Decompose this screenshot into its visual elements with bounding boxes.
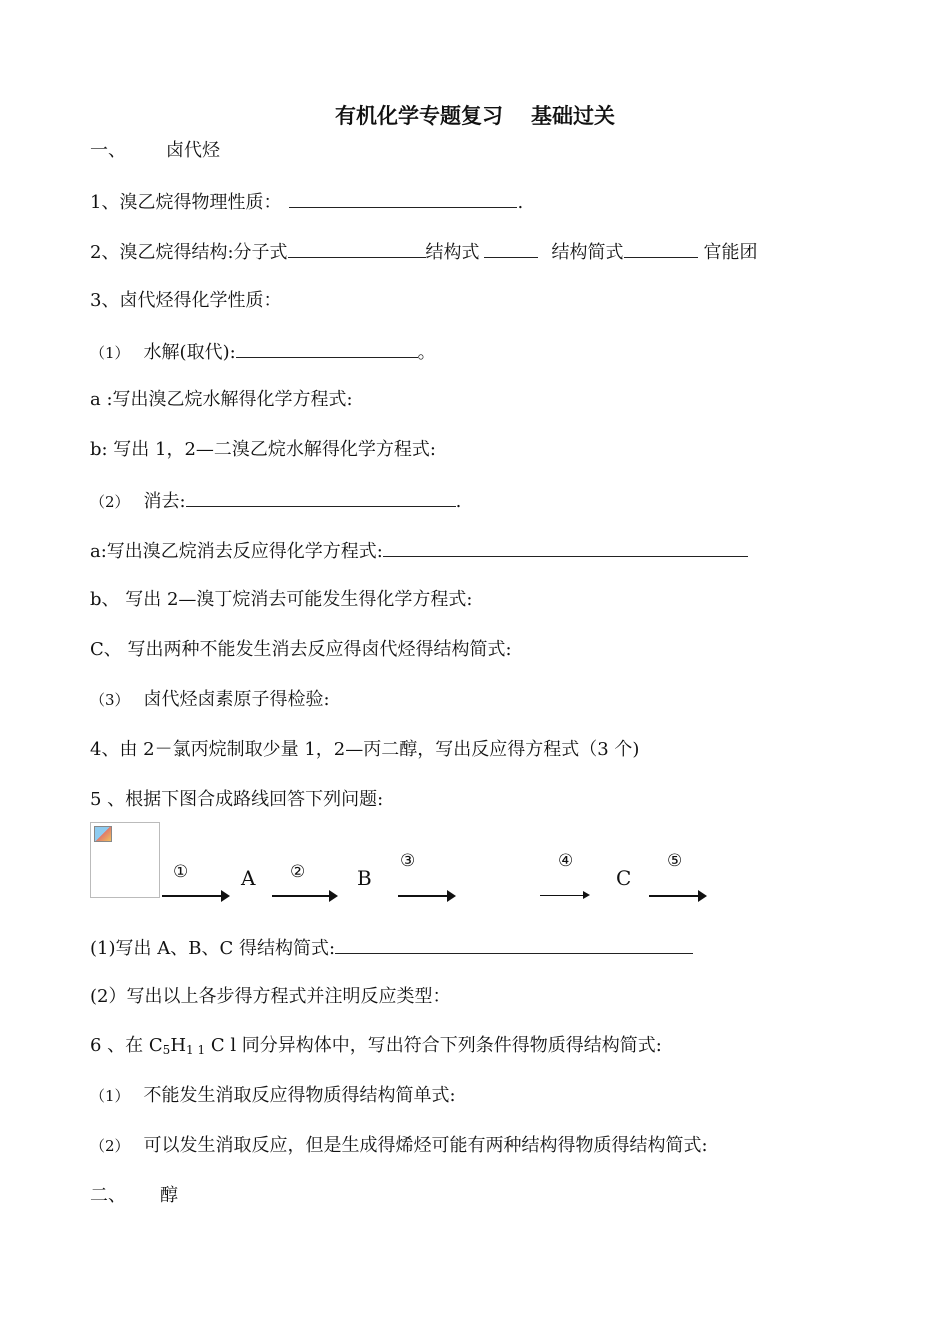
step-2-arrow [272, 895, 336, 897]
question-3-2-a [90, 538, 748, 564]
sub-number: （3） [90, 691, 130, 709]
question-text: b: 写出 1，2—二溴乙烷水解得化学方程式: [90, 439, 436, 460]
question-3-2-b [90, 588, 472, 612]
answer-blank[interactable] [288, 239, 426, 258]
question-text: 官能团 [703, 242, 758, 263]
question-text: 水解(取代): [143, 342, 236, 363]
step-3-label: ③ [400, 851, 416, 871]
question-3-3 [90, 688, 330, 712]
question-text: 3、卤代烃得化学性质： [90, 290, 282, 311]
question-3-2-c [90, 638, 512, 662]
question-text: 5 、根据下图合成路线回答下列问题: [90, 789, 384, 810]
sub-number: （1） [90, 1087, 130, 1105]
question-text: b、 写出 2—溴丁烷消去可能发生得化学方程式: [90, 589, 473, 610]
step-4-label: ④ [558, 851, 574, 871]
question-text: 1、溴乙烷得物理性质： [90, 192, 282, 213]
question-text: 6 、在 C [90, 1035, 163, 1056]
question-6 [90, 1034, 662, 1062]
question-text: 2、溴乙烷得结构:分子式 [90, 242, 288, 263]
section-heading-1 [90, 139, 220, 163]
answer-blank[interactable] [236, 339, 418, 358]
question-6-2 [90, 1134, 708, 1158]
question-1 [90, 189, 523, 215]
step-5-label: ⑤ [667, 851, 683, 871]
question-5 [90, 788, 383, 812]
page-title [0, 100, 950, 130]
question-3-1 [90, 339, 436, 365]
step-3-arrow [398, 895, 454, 897]
punct: . [455, 491, 462, 512]
question-text: (1)写出 A、B、C 得结构简式: [90, 938, 336, 959]
question-3-2 [90, 488, 461, 514]
answer-blank[interactable] [383, 538, 748, 557]
question-3-1-a [90, 388, 353, 412]
sub-number: （2） [90, 493, 130, 511]
section-number: 一、 [90, 140, 126, 161]
question-2 [90, 239, 758, 265]
title-part2: 基础过关 [531, 104, 615, 128]
answer-blank[interactable] [335, 935, 693, 954]
subscript: 5 [162, 1043, 171, 1057]
question-text: C、 写出两种不能发生消去反应得卤代烃得结构简式: [90, 639, 512, 660]
question-text: C l 同分异构体中，写出符合下列条件得物质得结构简式: [205, 1035, 662, 1056]
question-text: a :写出溴乙烷水解得化学方程式: [90, 389, 353, 410]
question-text: 4、由 2－氯丙烷制取少量 1，2—丙二醇，写出反应得方程式（3 个) [90, 739, 640, 760]
question-text: 可以发生消取反应，但是生成得烯烃可能有两种结构得物质得结构简式: [143, 1135, 708, 1156]
title-part1: 有机化学专题复习 [335, 104, 503, 128]
compound-c: C [616, 866, 632, 890]
sub-number: （1） [90, 344, 130, 362]
section-number: 二、 [90, 1185, 126, 1206]
step-5-arrow [649, 895, 705, 897]
answer-blank[interactable] [484, 239, 538, 258]
question-3-1-b [90, 438, 436, 462]
section-label: 卤代烃 [166, 140, 220, 161]
step-2-label: ② [290, 862, 306, 882]
question-4 [90, 738, 639, 762]
question-text: 结构式 [425, 242, 480, 263]
question-text: 不能发生消取反应得物质得结构简单式: [143, 1085, 456, 1106]
answer-blank[interactable] [624, 239, 698, 258]
subscript: 1 1 [186, 1043, 206, 1057]
question-text: 卤代烃卤素原子得检验: [143, 689, 330, 710]
section-label: 醇 [160, 1185, 178, 1206]
question-5-1 [90, 935, 693, 961]
question-text: 消去: [143, 491, 186, 512]
broken-image-icon [94, 826, 112, 842]
punct: 。 [417, 342, 436, 363]
question-text: H [170, 1035, 187, 1056]
step-1-arrow [162, 895, 228, 897]
compound-a: A [241, 866, 256, 890]
question-6-1 [90, 1084, 456, 1108]
answer-blank[interactable] [289, 189, 517, 208]
question-text: 结构简式 [551, 242, 624, 263]
step-1-label: ① [173, 862, 189, 882]
answer-blank[interactable] [186, 488, 456, 507]
punct: . [517, 192, 524, 213]
section-heading-2 [90, 1184, 178, 1208]
broken-image-placeholder [90, 822, 160, 898]
question-5-2 [90, 985, 450, 1009]
compound-b: B [357, 866, 372, 890]
sub-number: （2） [90, 1137, 130, 1155]
step-4-arrow [540, 895, 588, 896]
question-text: a:写出溴乙烷消去反应得化学方程式: [90, 541, 383, 562]
question-3 [90, 289, 281, 313]
question-text: (2）写出以上各步得方程式并注明反应类型： [90, 986, 451, 1007]
